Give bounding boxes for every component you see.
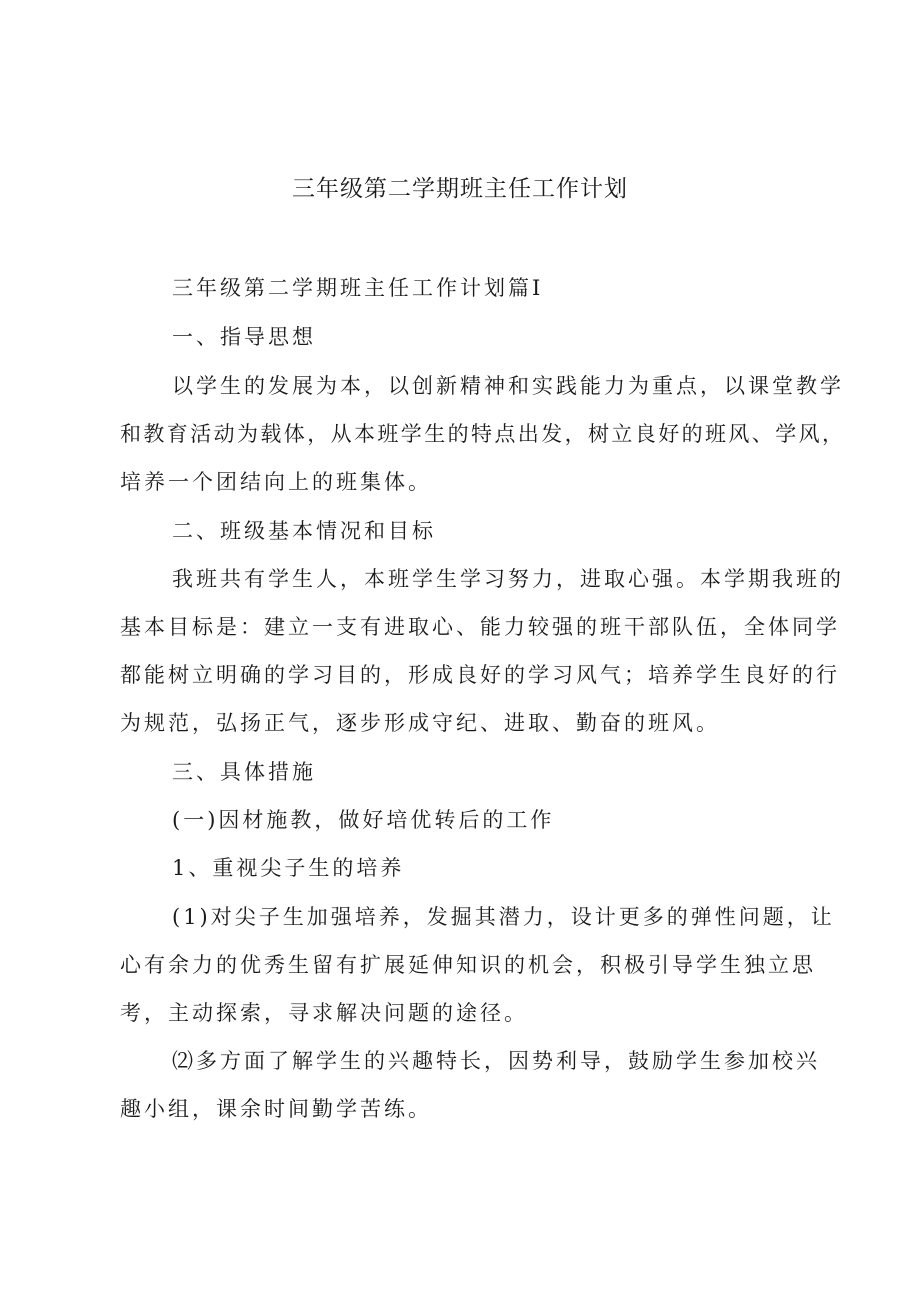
paragraph-line: 以学生的发展为本，以创新精神和实践能力为重点，以课堂教学: [172, 374, 844, 398]
paragraph-line: 为规范，弘扬正气，逐步形成守纪、进取、勤奋的班风。: [120, 711, 720, 735]
paragraph-line: 考，主动探索，寻求解决问题的途径。: [120, 1001, 528, 1025]
paragraph-line: 我班共有学生人，本班学生学习努力，进取心强。本学期我班的: [172, 567, 844, 591]
paragraph-line: 和教育活动为载体，从本班学生的特点出发，树立良好的班风、学风，: [120, 422, 846, 446]
paragraph-line: (1)对尖子生加强培养，发掘其潜力，设计更多的弹性问题，让: [172, 905, 835, 929]
document-title: 三年级第二学期班主任工作计划: [292, 176, 628, 202]
section-heading: 一、指导思想: [172, 325, 316, 349]
paragraph-line: ⑵多方面了解学生的兴趣特长，因势利导，鼓励学生参加校兴: [172, 1049, 820, 1073]
subsection-heading: (一)因材施教，做好培优转后的工作: [172, 808, 555, 832]
paragraph-line: 趣小组，课余时间勤学苦练。: [120, 1097, 432, 1121]
paragraph-line: 基本目标是：建立一支有进取心、能力较强的班干部队伍，全体同学: [120, 615, 840, 639]
paragraph-line: 培养一个团结向上的班集体。: [120, 470, 432, 494]
subsection-heading: 1、重视尖子生的培养: [172, 856, 405, 880]
section-heading: 三年级第二学期班主任工作计划篇Ⅰ: [172, 276, 544, 300]
section-heading: 三、具体措施: [172, 760, 316, 784]
paragraph-line: 心有余力的优秀生留有扩展延伸知识的机会，积极引导学生独立思: [120, 953, 816, 977]
paragraph-line: 都能树立明确的学习目的，形成良好的学习风气；培养学生良好的行: [120, 663, 840, 687]
section-heading: 二、班级基本情况和目标: [172, 519, 436, 543]
